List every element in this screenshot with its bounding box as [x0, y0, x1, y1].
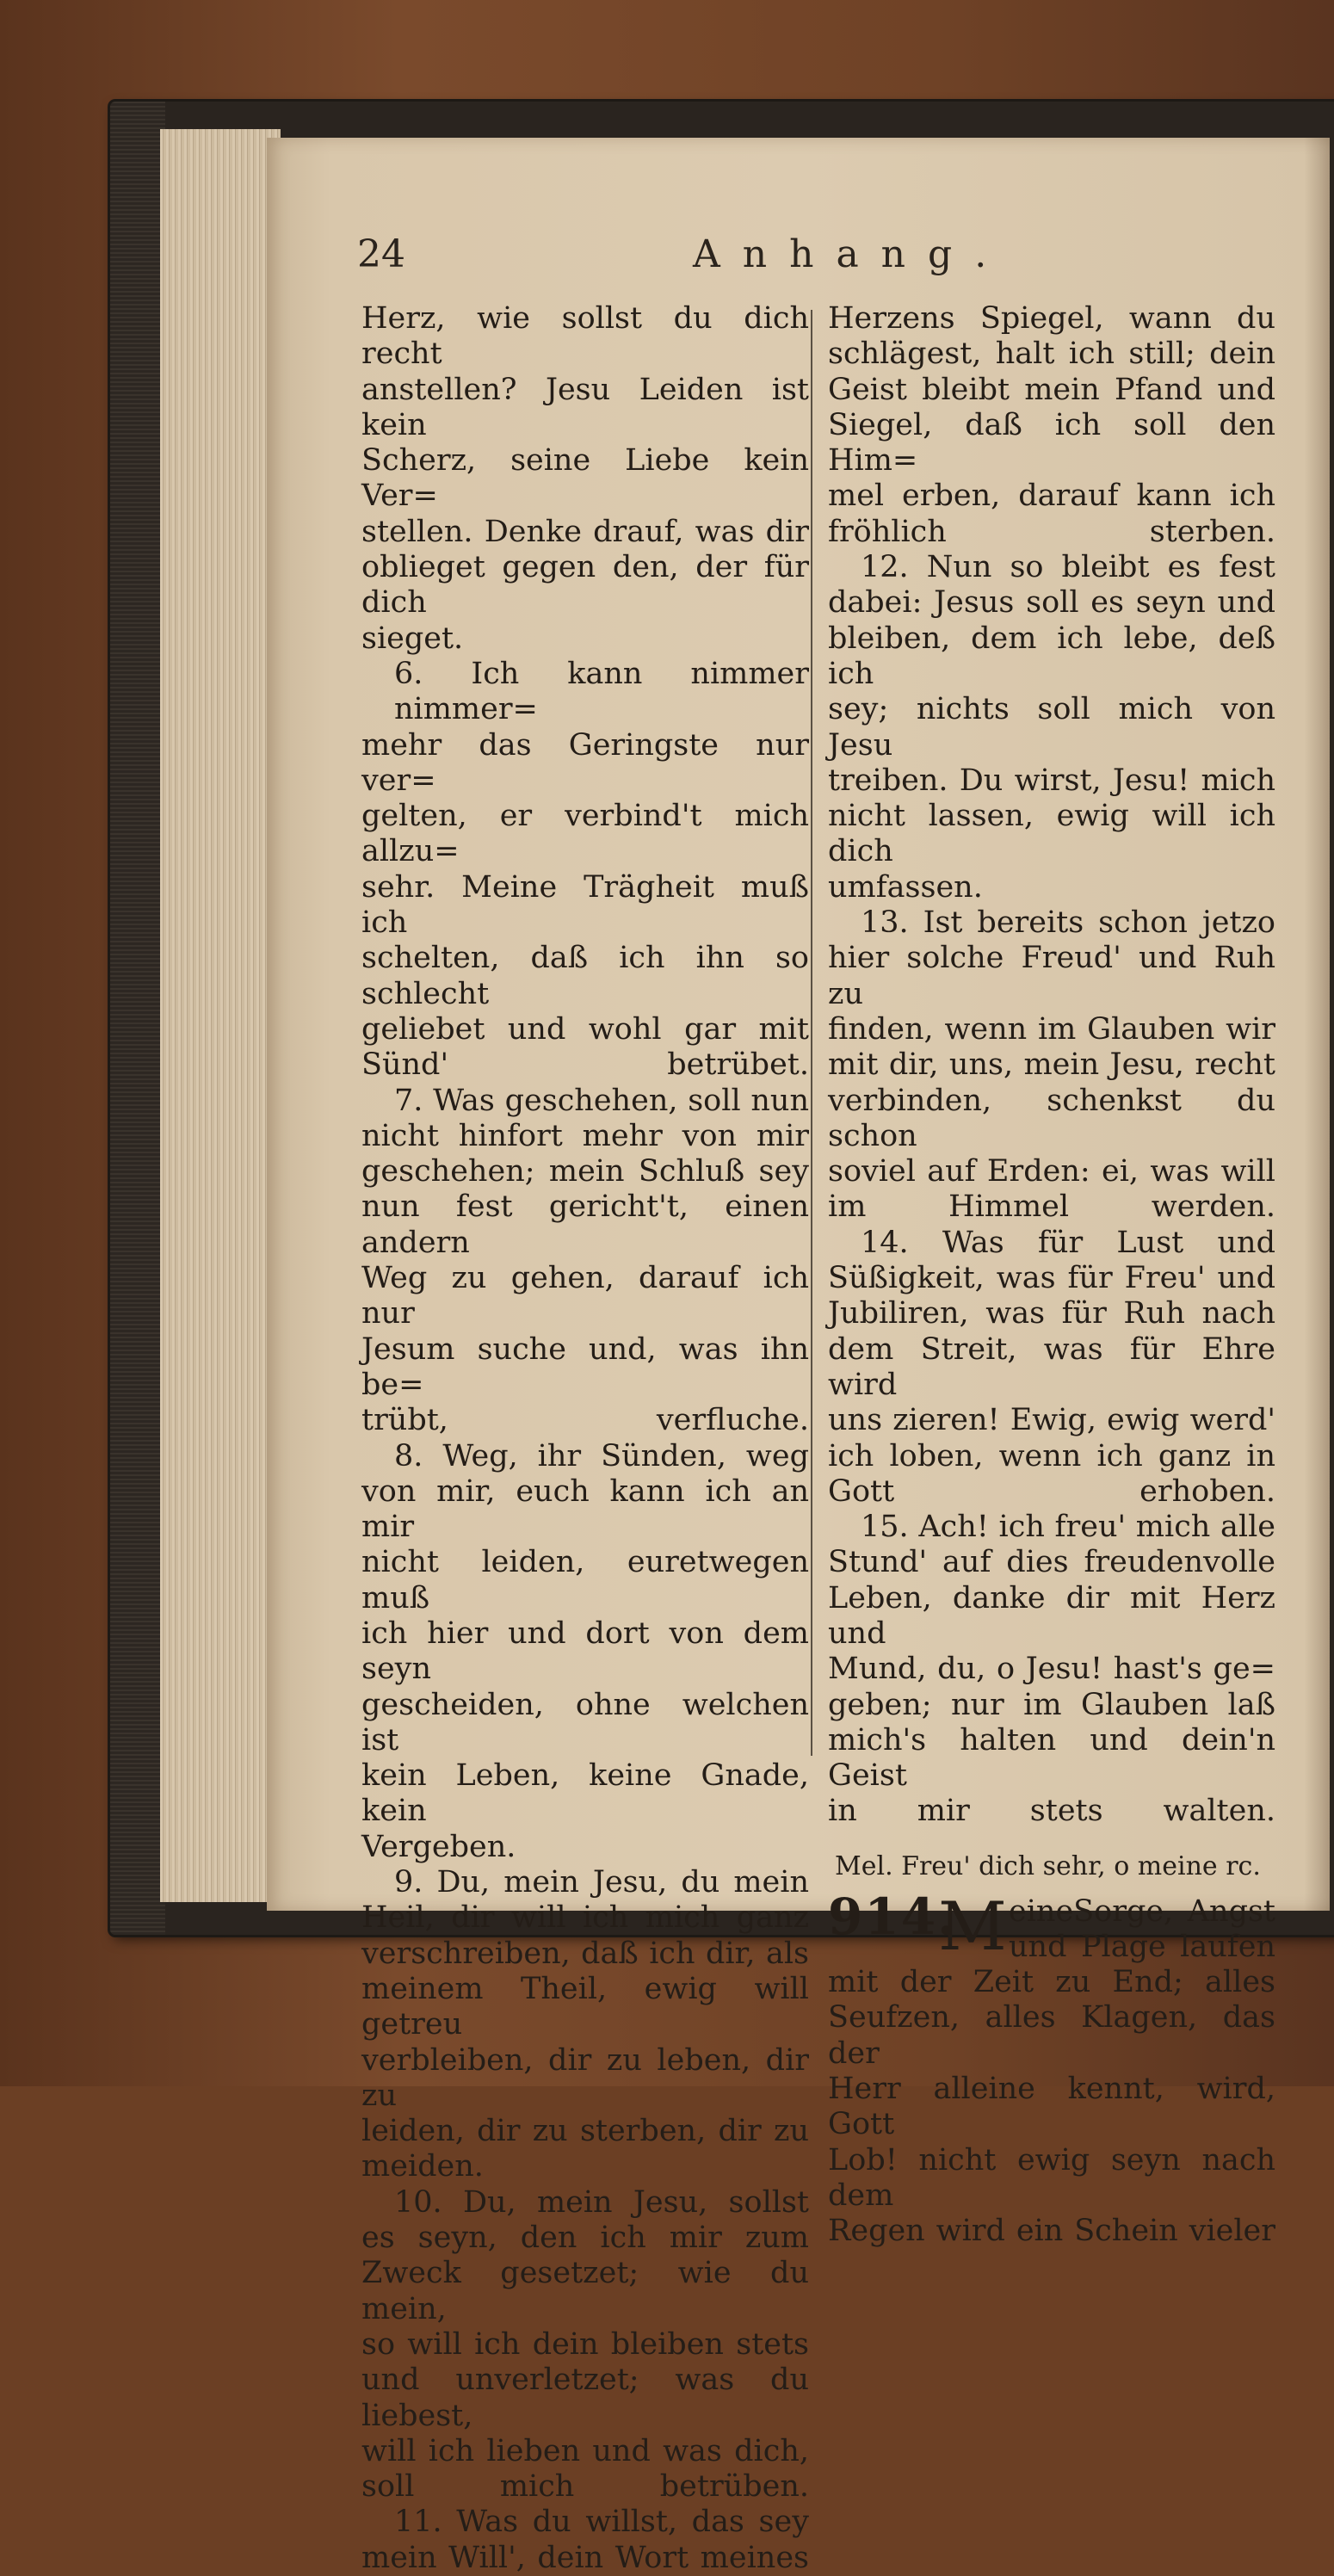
- text-line: Vergeben.: [361, 1829, 516, 1864]
- text-line: geliebet und wohl gar mit: [361, 1011, 809, 1047]
- text-line: schelten, daß ich ihn so schlecht: [361, 941, 809, 1011]
- page-edges: [160, 129, 281, 1902]
- text-line: Weg zu gehen, darauf ich nur: [361, 1261, 809, 1331]
- text-line: leiden, dir zu sterben, dir zu: [361, 2114, 809, 2149]
- text-line: dabei: Jesus soll es seyn und: [828, 585, 1275, 621]
- text-line: bleiben, dem ich lebe, deß ich: [828, 621, 1275, 691]
- hymn-first-line: und Plage laufen: [1009, 1930, 1275, 1965]
- text-line: Gott erhoben.: [828, 1473, 1275, 1509]
- text-line: Seufzen, alles Klagen, das der: [828, 2000, 1275, 2071]
- text-line: Geist bleibt mein Pfand und: [828, 372, 1275, 407]
- text-line: und unverletzet; was du liebest,: [361, 2363, 809, 2433]
- text-line: mich's halten und dein'n Geist: [828, 1722, 1275, 1794]
- right-column-text: [828, 301, 1275, 1830]
- text-line: 6. Ich kann nimmer nimmer=: [394, 656, 809, 727]
- running-head: Anhang.: [693, 232, 1010, 276]
- text-line: 11. Was du willst, das sey: [394, 2505, 809, 2540]
- drop-cap: M: [938, 1888, 1007, 1967]
- text-line: ich loben, wenn ich ganz in: [828, 1438, 1275, 1473]
- text-line: Herr alleine kennt, wird, Gott: [828, 2071, 1275, 2142]
- text-line: 10. Du, mein Jesu, sollst: [394, 2184, 809, 2220]
- page-number: 24: [357, 232, 405, 276]
- text-line: Mund, du, o Jesu! hast's ge=: [828, 1652, 1275, 1687]
- text-line: soll mich betrüben.: [361, 2469, 809, 2505]
- text-line: Leben, danke dir mit Herz und: [828, 1580, 1275, 1651]
- text-line: Scherz, seine Liebe kein Ver=: [361, 443, 809, 514]
- text-line: trübt, verfluche.: [361, 1403, 809, 1438]
- text-line: Herz, wie sollst du dich recht: [361, 301, 809, 372]
- text-line: dem Streit, was für Ehre wird: [828, 1331, 1275, 1402]
- hymn-body: [828, 1965, 1275, 2249]
- text-line: Jesum suche und, was ihn be=: [361, 1331, 809, 1402]
- text-line: verbinden, schenkst du schon: [828, 1083, 1275, 1153]
- text-line: Herzens Spiegel, wann du: [828, 301, 1275, 336]
- text-line: sieget.: [361, 621, 464, 656]
- text-line: ich hier und dort von dem seyn: [361, 1615, 809, 1687]
- text-line: sey; nichts soll mich von Jesu: [828, 692, 1275, 763]
- text-line: nicht hinfort mehr von mir: [361, 1118, 809, 1153]
- text-line: will ich lieben und was dich,: [361, 2433, 809, 2468]
- page-shading: [1304, 138, 1330, 1911]
- text-line: Jubiliren, was für Ruh nach: [828, 1296, 1275, 1331]
- text-line: umfassen.: [828, 869, 983, 905]
- text-line: meinem Theil, ewig will getreu: [361, 1971, 809, 2042]
- text-line: mel erben, darauf kann ich: [828, 479, 1275, 514]
- text-line: uns zieren! Ewig, ewig werd': [828, 1403, 1275, 1438]
- text-line: im Himmel werden.: [828, 1189, 1275, 1225]
- book-spine: [110, 102, 165, 1935]
- text-line: verschreiben, daß ich dir, als: [361, 1936, 809, 1971]
- text-line: sehr. Meine Trägheit muß ich: [361, 869, 809, 941]
- text-line: Sünd' betrübet.: [361, 1047, 809, 1083]
- text-line: nicht lassen, ewig will ich dich: [828, 799, 1275, 869]
- text-line: fröhlich sterben.: [828, 514, 1275, 549]
- text-line: Regen wird ein Schein vieler: [828, 2214, 1275, 2249]
- text-line: 15. Ach! ich freu' mich alle: [861, 1510, 1275, 1545]
- text-line: gescheiden, ohne welchen ist: [361, 1687, 809, 1757]
- text-line: mein Will', dein Wort meines: [361, 2540, 809, 2575]
- text-line: schlägest, halt ich still; dein: [828, 337, 1275, 372]
- text-line: Lob! nicht ewig seyn nach dem: [828, 2142, 1275, 2213]
- hymn-first-line: eineSorge, Angst: [1009, 1894, 1275, 1930]
- text-line: treiben. Du wirst, Jesu! mich: [828, 763, 1275, 798]
- text-line: nun fest gericht't, einen andern: [361, 1189, 809, 1260]
- text-line: kein Leben, keine Gnade, kein: [361, 1758, 809, 1829]
- text-line: hier solche Freud' und Ruh zu: [828, 941, 1275, 1011]
- text-line: Süßigkeit, was für Freu' und: [828, 1261, 1275, 1296]
- text-line: Siegel, daß ich soll den Him=: [828, 407, 1275, 479]
- text-line: Zweck gesetzet; wie du mein,: [361, 2256, 809, 2326]
- text-line: finden, wenn im Glauben wir: [828, 1011, 1275, 1047]
- text-line: oblieget gegen den, der für dich: [361, 550, 809, 621]
- hymn-number: 914.: [828, 1887, 957, 1947]
- text-line: 9. Du, mein Jesu, du mein: [394, 1865, 809, 1900]
- text-line: soviel auf Erden: ei, was will: [828, 1154, 1275, 1189]
- page-header: [357, 232, 1287, 293]
- text-line: geschehen; mein Schluß sey: [361, 1154, 809, 1189]
- text-line: 12. Nun so bleibt es fest: [861, 550, 1275, 585]
- text-line: Heil, dir will ich mich ganz: [361, 1900, 809, 1936]
- text-line: mit der Zeit zu End; alles: [828, 1965, 1275, 2000]
- text-line: Stund' auf dies freudenvolle: [828, 1545, 1275, 1580]
- text-line: 13. Ist bereits schon jetzo: [861, 905, 1275, 941]
- text-line: stellen. Denke drauf, was dir: [361, 514, 809, 549]
- text-line: so will ich dein bleiben stets: [361, 2326, 809, 2362]
- text-line: in mir stets walten.: [828, 1794, 1275, 1829]
- right-column: [828, 301, 1275, 2249]
- text-line: geben; nur im Glauben laß: [828, 1687, 1275, 1722]
- text-line: gelten, er verbind't mich allzu=: [361, 799, 809, 869]
- left-column: [361, 301, 809, 2576]
- hymn-heading: [828, 1887, 1275, 1967]
- text-line: 14. Was für Lust und: [861, 1225, 1275, 1260]
- book-page: [267, 138, 1330, 2575]
- text-line: meiden.: [361, 2149, 484, 2184]
- text-line: es seyn, den ich mir zum: [361, 2221, 809, 2256]
- text-line: verbleiben, dir zu leben, dir zu: [361, 2042, 809, 2113]
- column-divider: [811, 310, 812, 1756]
- text-line: mit dir, uns, mein Jesu, recht: [828, 1047, 1275, 1083]
- text-line: von mir, euch kann ich an mir: [361, 1473, 809, 1545]
- text-line: nicht leiden, euretwegen muß: [361, 1545, 809, 1615]
- text-line: anstellen? Jesu Leiden ist kein: [361, 372, 809, 442]
- melody-line: Mel. Freu' dich sehr, o meine rc.: [835, 1850, 1261, 1881]
- text-line: 8. Weg, ihr Sünden, weg: [394, 1438, 809, 1473]
- hymn-first-lines: [1009, 1894, 1275, 1966]
- text-line: mehr das Geringste nur ver=: [361, 727, 809, 798]
- text-line: 7. Was geschehen, soll nun: [394, 1083, 809, 1118]
